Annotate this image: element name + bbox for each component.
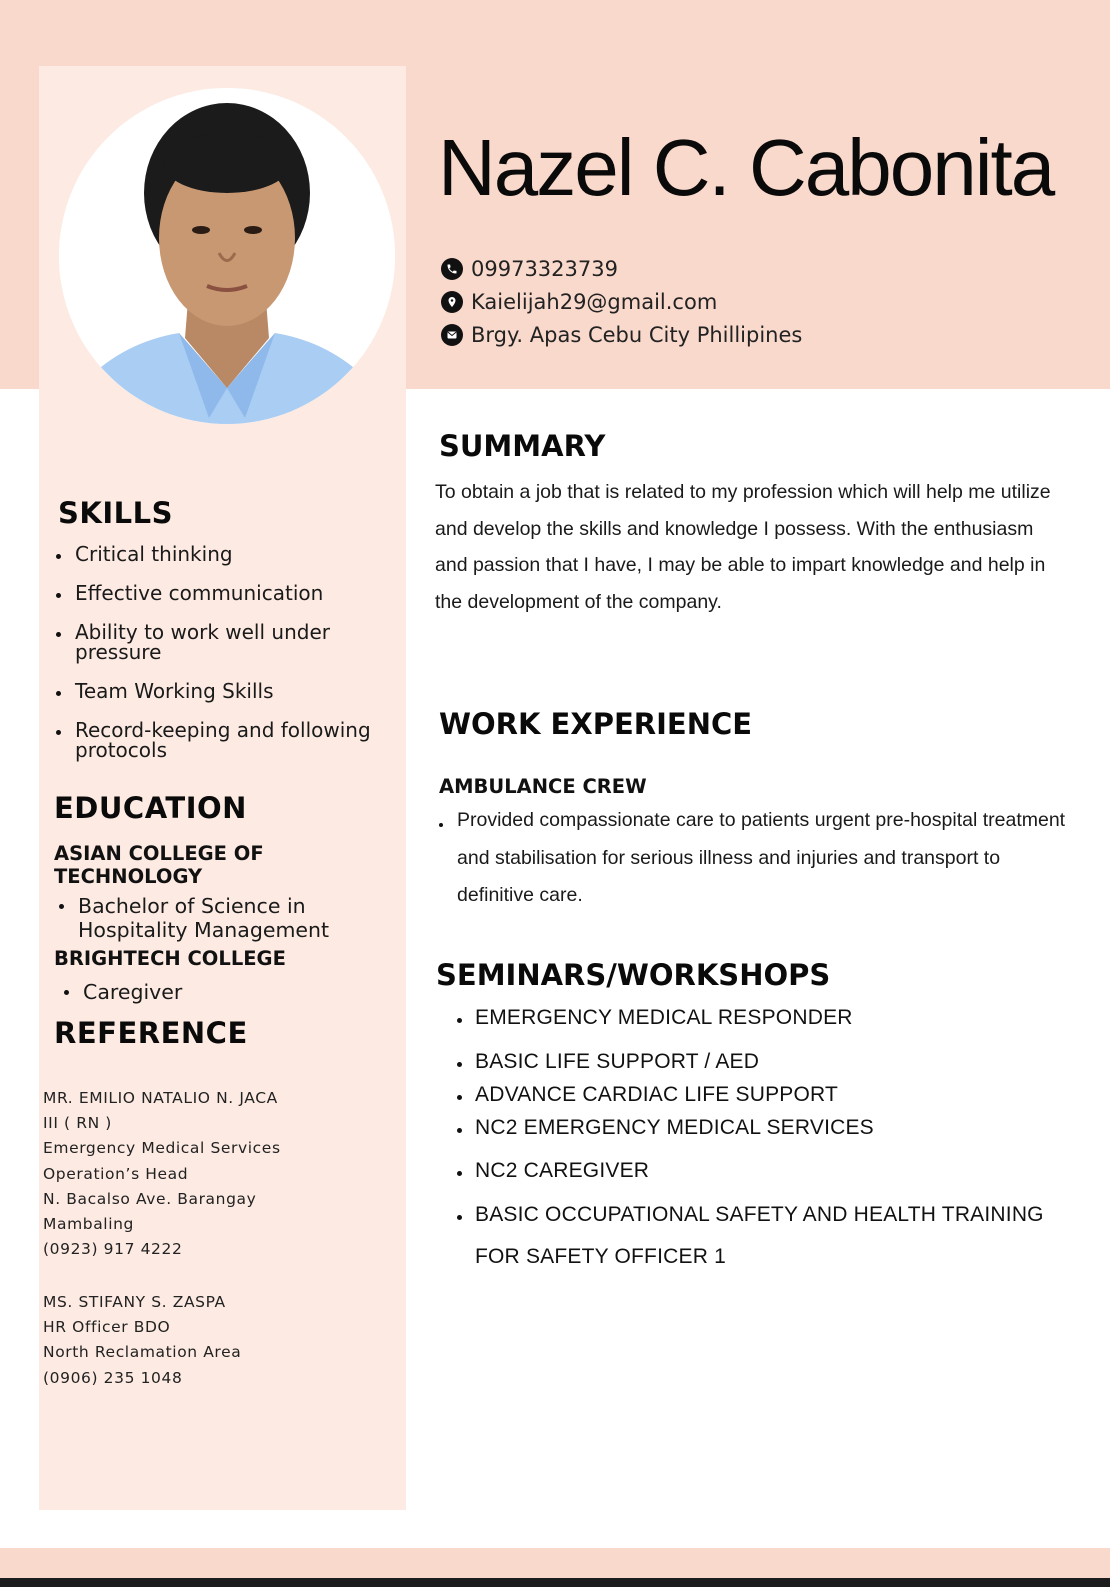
work-experience-heading: WORK EXPERIENCE (439, 707, 753, 741)
reference-role: HR Officer BDO (43, 1318, 171, 1337)
education-heading: EDUCATION (54, 791, 247, 825)
skill-item: Record-keeping and following protocols (54, 720, 394, 760)
reference-entry (43, 1086, 281, 1262)
seminar-item: BASIC OCCUPATIONAL SAFETY AND HEALTH TRAINING (456, 1203, 1044, 1227)
summary-heading: SUMMARY (439, 429, 606, 463)
contact-email (441, 285, 802, 318)
job-title: AMBULANCE CREW (439, 775, 647, 798)
summary-text: To obtain a job that is related to my profession which will help me utilize and develop the skills and knowledge I possess. With the enthusiasm and passion that I have, I may be able to impart knowledge and help in the development of the company. (435, 481, 1051, 613)
email-address: Kaielijah29@gmail.com (471, 289, 718, 314)
school-name: BRIGHTECH COLLEGE (54, 947, 286, 970)
reference-phone: (0923) 917 4222 (43, 1240, 183, 1259)
footer-band (0, 1548, 1110, 1578)
seminar-item: ADVANCE CARDIAC LIFE SUPPORT (456, 1083, 838, 1107)
reference-entry (43, 1290, 241, 1391)
skill-item: Effective communication (54, 583, 394, 603)
job-description: Provided compassionate care to patients urgent pre-hospital treatment and stabilisation for serious illness and injuries and transport to definitive care. (438, 802, 1068, 915)
envelope-icon (441, 324, 463, 346)
program-list (57, 894, 347, 942)
candidate-name: Nazel C. Cabonita (438, 123, 1054, 212)
reference-phone: (0906) 235 1048 (43, 1368, 183, 1387)
seminar-item: NC2 EMERGENCY MEDICAL SERVICES (456, 1116, 874, 1140)
seminar-item-continuation: FOR SAFETY OFFICER 1 (475, 1245, 726, 1268)
phone-icon (441, 258, 463, 280)
seminar-item: EMERGENCY MEDICAL RESPONDER (456, 1006, 853, 1030)
skills-list (54, 544, 394, 760)
program-list (62, 980, 352, 1004)
reference-address: N. Bacalso Ave. Barangay (43, 1189, 257, 1208)
reference-name: MR. EMILIO NATALIO N. JACA (43, 1089, 278, 1107)
profile-photo (59, 88, 395, 424)
phone-number: 09973323739 (471, 256, 618, 281)
reference-credential: III ( RN ) (43, 1114, 112, 1133)
school-name: ASIAN COLLEGE OF TECHNOLOGY (54, 842, 264, 888)
reference-address: Mambaling (43, 1214, 134, 1233)
contact-phone (441, 252, 802, 285)
seminar-item: BASIC LIFE SUPPORT / AED (456, 1050, 759, 1074)
program-item: Caregiver (62, 980, 352, 1004)
reference-heading: REFERENCE (54, 1016, 248, 1050)
program-item: Bachelor of Science in Hospitality Management (57, 894, 347, 942)
home-address: Brgy. Apas Cebu City Phillipines (471, 322, 803, 347)
skill-item: Team Working Skills (54, 681, 394, 701)
seminar-item: NC2 CAREGIVER (456, 1159, 649, 1183)
map-pin-icon (441, 291, 463, 313)
reference-address: North Reclamation Area (43, 1343, 242, 1362)
skill-item: Critical thinking (54, 544, 394, 564)
reference-role: Emergency Medical Services (43, 1139, 281, 1158)
footer-edge (0, 1578, 1110, 1587)
contact-list (441, 252, 802, 351)
reference-role: Operation’s Head (43, 1164, 189, 1183)
seminars-heading: SEMINARS/WORKSHOPS (436, 958, 831, 992)
skill-item: Ability to work well under pressure (54, 622, 364, 662)
portrait-illustration (59, 88, 395, 424)
reference-name: MS. STIFANY S. ZASPA (43, 1293, 226, 1311)
skills-heading: SKILLS (58, 496, 173, 530)
contact-address (441, 318, 802, 351)
